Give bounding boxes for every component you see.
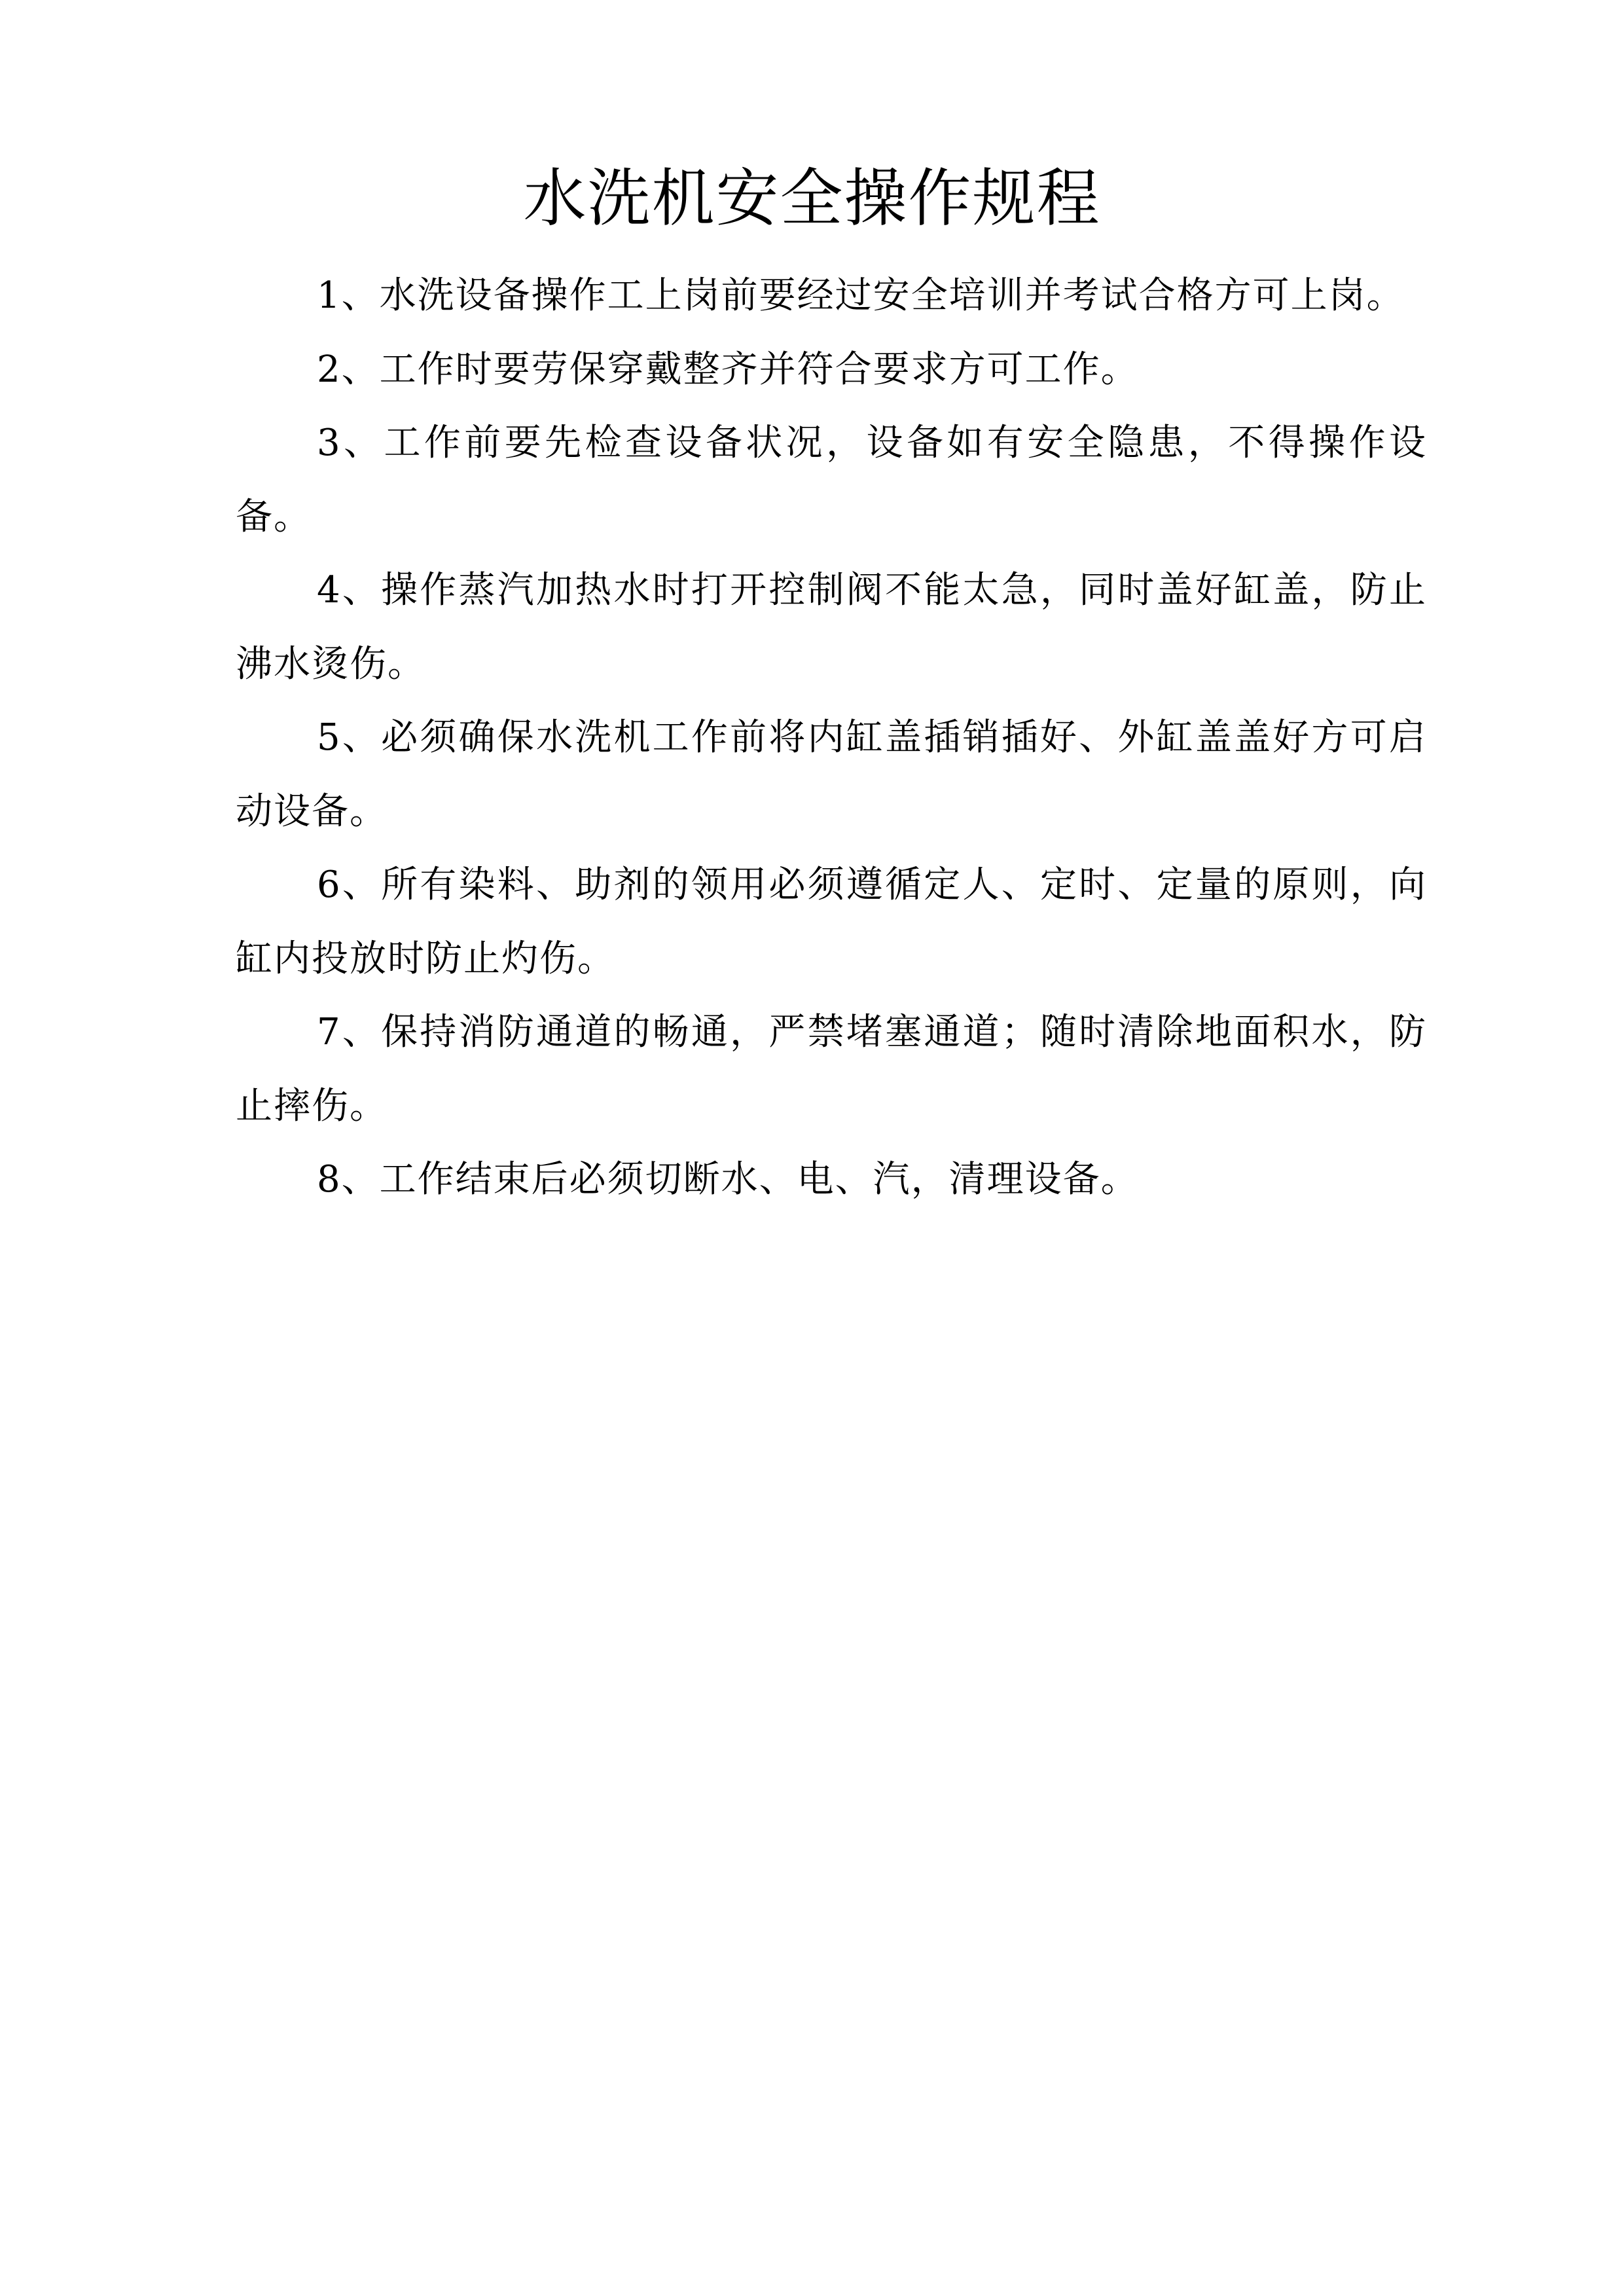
rule-item-7: 7、保持消防通道的畅通，严禁堵塞通道；随时清除地面积水，防止摔伤。 (236, 1011, 1427, 1127)
rule-item-4: 4、操作蒸汽加热水时打开控制阀不能太急，同时盖好缸盖，防止沸水烫伤。 (236, 569, 1427, 685)
document-title: 水洗机安全操作规程 (523, 162, 1101, 235)
rule-item-5: 5、必须确保水洗机工作前将内缸盖插销插好、外缸盖盖好方可启动设备。 (236, 716, 1427, 833)
rule-item-1: 1、水洗设备操作工上岗前要经过安全培训并考试合格方可上岗。 (317, 274, 1405, 317)
rule-item-3: 3、工作前要先检查设备状况，设备如有安全隐患，不得操作设备。 (236, 422, 1427, 538)
rule-item-2: 2、工作时要劳保穿戴整齐并符合要求方可工作。 (317, 348, 1139, 391)
rules-list (236, 259, 1427, 1217)
rule-item-6: 6、所有染料、助剂的领用必须遵循定人、定时、定量的原则，向缸内投放时防止灼伤。 (236, 864, 1427, 980)
rule-item-8: 8、工作结束后必须切断水、电、汽，清理设备。 (317, 1158, 1139, 1201)
